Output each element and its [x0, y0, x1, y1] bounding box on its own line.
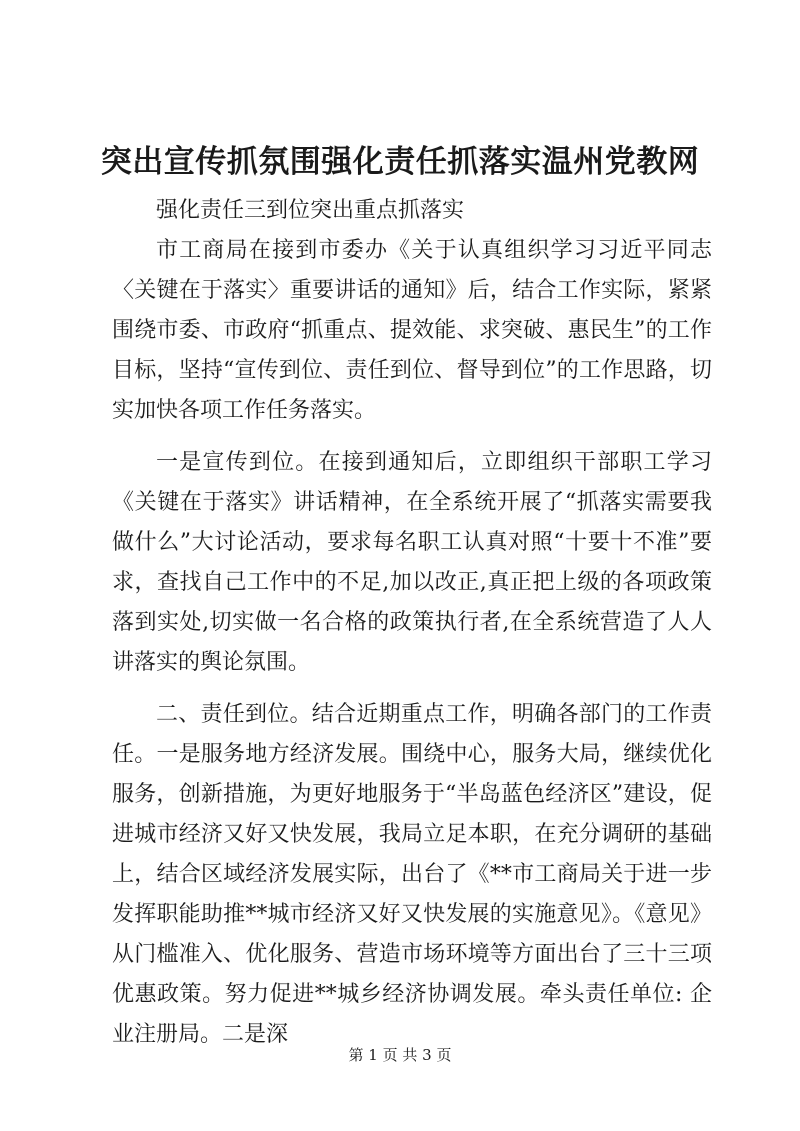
subtitle-paragraph: 强化责任三到位突出重点抓落实 — [156, 198, 465, 223]
document-body — [112, 191, 712, 1067]
document-title: 突出宣传抓氛围强化责任抓落实温州党教网 — [100, 144, 700, 180]
intro-paragraph: 市工商局在接到市委办《关于认真组织学习习近平同志〈关键在于落实〉重要讲话的通知》后，结合工作实际，紧紧围绕市委、市政府“抓重点、提效能、求突破、惠民生”的工作目标，坚持“宣传到位、责任到位、督导到位”的工作思路，切实加快各项工作任务落实。 — [112, 238, 712, 423]
propaganda-paragraph: 一是宣传到位。在接到通知后，立即组织干部职工学习《关键在于落实》讲话精神，在全系统开展了“抓落实需要我做什么”大讨论活动，要求每名职工认真对照“十要十不准”要求，查找自己工作中的不足,加以改正,真正把上级的各项政策落到实处,切实做一名合格的政策执行者,在全系统营造了人人讲落实的舆论氛围。 — [112, 450, 712, 675]
responsibility-paragraph: 二、责任到位。结合近期重点工作，明确各部门的工作责任。一是服务地方经济发展。围绕中心，服务大局，继续优化服务，创新措施，为更好地服务于“半岛蓝色经济区”建设，促进城市经济又好又快发展，我局立足本职，在充分调研的基础上，结合区域经济发展实际，出台了《**市工商局关于进一步发挥职能助推**城市经济又好又快发展的实施意见》。《意见》从门槛准入、优化服务、营造市场环境等方面出台了三十三项优惠政策。努力促进**城乡经济协调发展。牵头责任单位: 企业注册局。二是深 — [112, 702, 712, 1047]
page-number-footer: 第 1 页 共 3 页 — [348, 1046, 452, 1064]
